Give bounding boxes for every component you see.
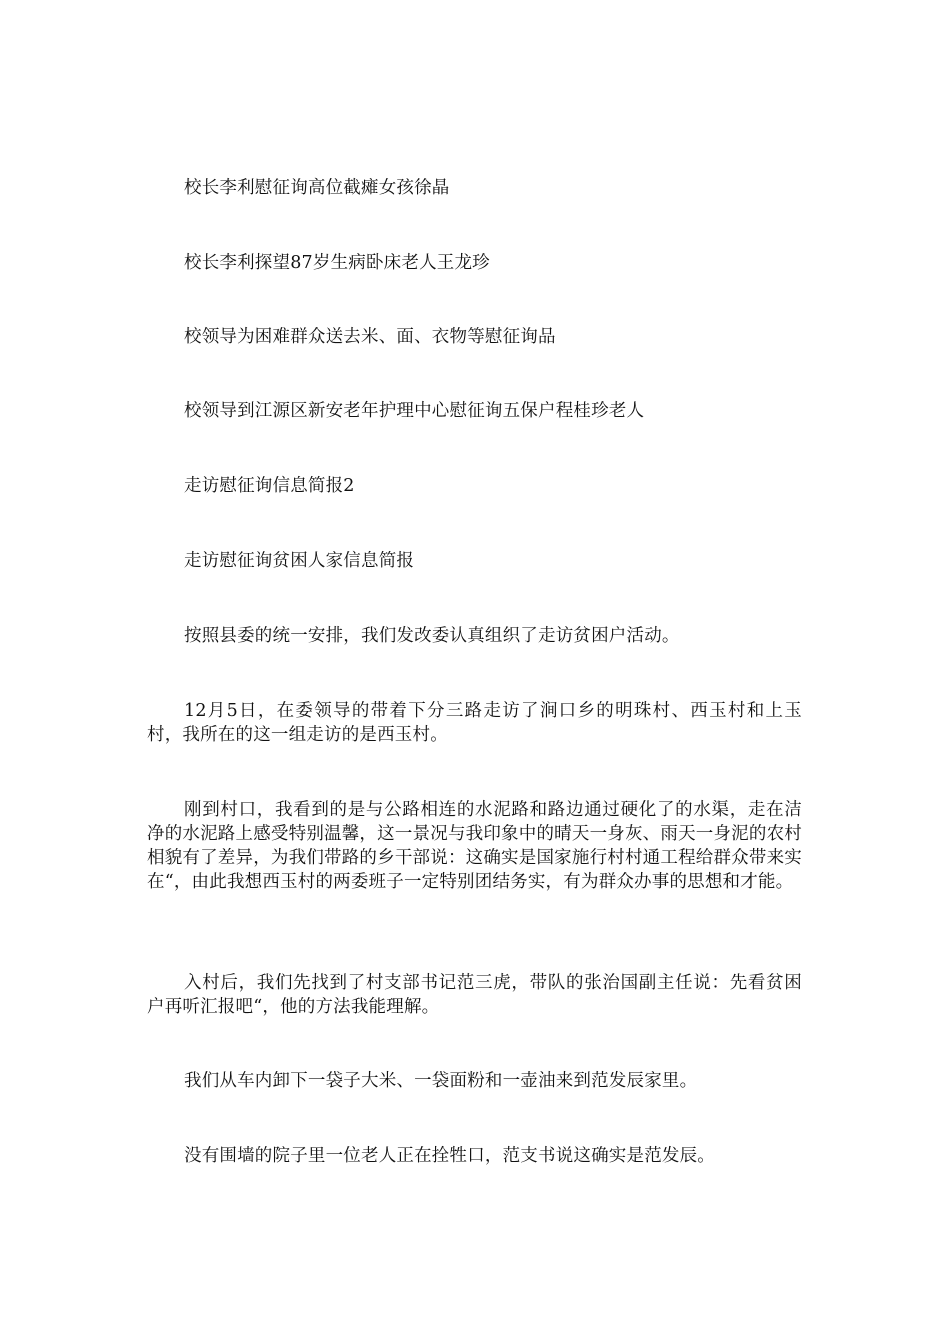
body-paragraph-2: 12月5日，在委领导的带着下分三路走访了涧口乡的明珠村、西玉村和上玉村，我所在的这一组走访的是西玉村。 — [147, 701, 802, 745]
body-paragraph-3: 刚到村口，我看到的是与公路相连的水泥路和路边通过硬化了的水渠，走在洁净的水泥路上感受特别温馨，这一景况与我印象中的晴天一身灰、雨天一身泥的农村相貌有了差异，为我们带路的乡干部说：这确实是国家施行村村通工程给群众带来实在“，由此我想西玉村的两委班子一定特别团结务实，有为群众办事的思想和才能。 — [147, 800, 802, 892]
caption-paragraph-1: 校长李利慰征询高位截瘫女孩徐晶 — [184, 178, 450, 198]
report-title: 走访慰征询贫困人家信息简报 — [184, 551, 415, 571]
caption-paragraph-2: 校长李利探望87岁生病卧床老人王龙珍 — [184, 253, 490, 273]
section-title: 走访慰征询信息简报2 — [184, 476, 355, 496]
body-paragraph-6: 没有围墙的院子里一位老人正在拴牲口，范支书说这确实是范发辰。 — [184, 1146, 715, 1166]
caption-paragraph-3: 校领导为困难群众送去米、面、衣物等慰征询品 — [184, 327, 556, 347]
body-paragraph-5: 我们从车内卸下一袋子大米、一袋面粉和一壶油来到范发辰家里。 — [184, 1071, 698, 1091]
body-paragraph-1: 按照县委的统一安排，我们发改委认真组织了走访贫困户活动。 — [184, 626, 680, 646]
caption-paragraph-4: 校领导到江源区新安老年护理中心慰征询五保户程桂珍老人 — [184, 401, 645, 421]
body-paragraph-4: 入村后，我们先找到了村支部书记范三虎，带队的张治国副主任说：先看贫困户再听汇报吧“，他的方法我能理解。 — [147, 973, 802, 1017]
